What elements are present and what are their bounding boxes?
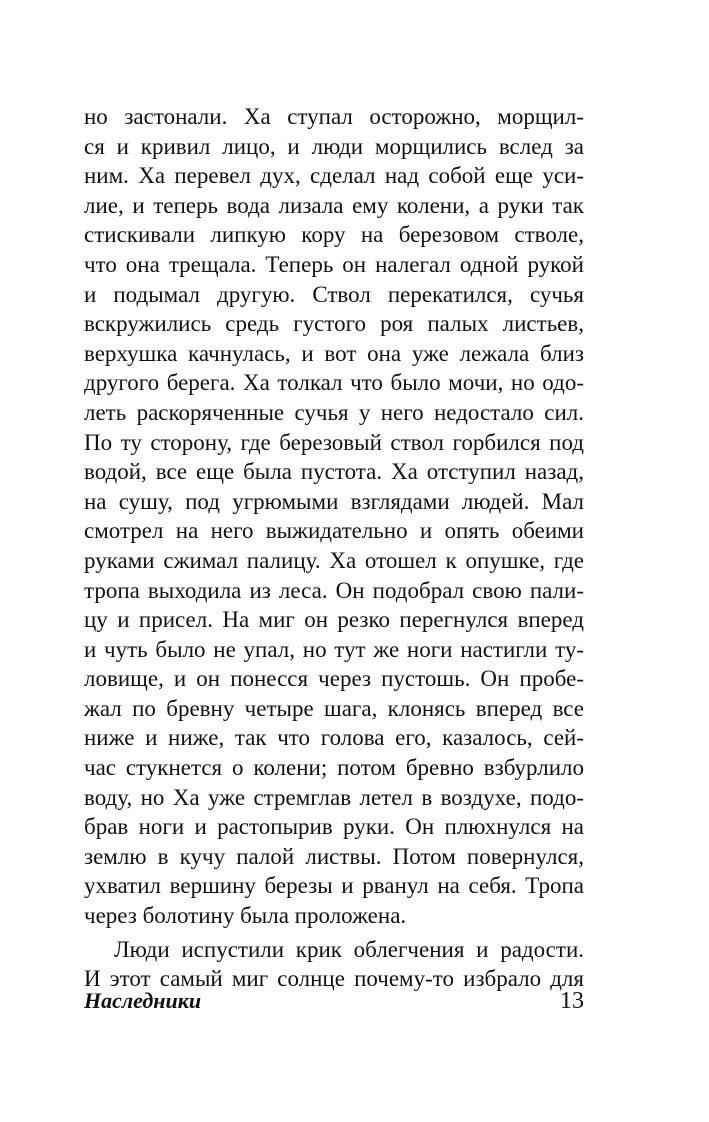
text-line: но застонали. Ха ступал осторожно, морщил- xyxy=(84,104,584,129)
text-line: брав ноги и растопырив руки. Он плюхнулся на xyxy=(84,814,584,840)
text-line: и подымал другую. Ствол перекатился, сучья xyxy=(84,281,584,307)
text-line: час стукнется о колени; потом бревно взбурлило xyxy=(84,755,584,781)
text-line: лие, и теперь вода лизала ему колени, а руки так xyxy=(84,192,584,218)
paragraph-1 xyxy=(84,102,584,931)
text-line: что она трещала. Теперь он налегал одной рукой xyxy=(84,251,584,277)
text-line: землю в кучу палой листвы. Потом повернулся, xyxy=(84,843,584,869)
page-footer xyxy=(84,984,584,1018)
text-line: воду, но Ха уже стремглав летел в воздухе, подо- xyxy=(84,784,584,810)
text-line: стискивали липкую кору на березовом стволе, xyxy=(84,222,584,248)
running-title: Наследники xyxy=(84,988,202,1013)
text-line: через болотину была проложена. xyxy=(84,903,407,929)
text-line: Люди испустили крик облегчения и радости. xyxy=(114,936,584,962)
text-line: верхушка качнулась, и вот она уже лежала близ xyxy=(84,340,584,366)
text-line: водой, все еще была пустота. Ха отступил назад, xyxy=(84,459,584,485)
text-line: И этот самый миг солнце почему-то избрало для xyxy=(84,966,584,992)
text-line: ловище, и он понесся через пустошь. Он пробе- xyxy=(84,666,584,692)
text-line: ся и кривил лицо, и люди морщились вслед за xyxy=(84,133,584,159)
text-line: леть раскоряченные сучья у него недостало сил. xyxy=(84,399,584,425)
text-line: жал по бревну четыре шага, клонясь вперед все xyxy=(84,695,584,721)
text-line: руками сжимал палицу. Ха отошел к опушке, где xyxy=(84,547,584,573)
text-line: на сушу, под угрюмыми взглядами людей. Мал xyxy=(84,488,584,514)
text-line: По ту сторону, где березовый ствол горбился под xyxy=(84,429,584,455)
text-line: ниже и ниже, так что голова его, казалось, сей- xyxy=(84,725,584,751)
text-line: тропа выходила из леса. Он подобрал свою пали- xyxy=(84,577,584,603)
text-line: вскружились средь густого роя палых листьев, xyxy=(84,311,584,337)
body-text xyxy=(84,102,584,994)
page-number: 13 xyxy=(560,988,584,1014)
text-line: и чуть было не упал, но тут же ноги настигли ту- xyxy=(84,636,584,662)
text-line: ухватил вершину березы и рванул на себя. Тропа xyxy=(84,873,584,899)
text-line: ним. Ха перевел дух, сделал над собой еще уси- xyxy=(84,163,584,189)
text-line: другого берега. Ха толкал что было мочи, но одо- xyxy=(84,370,584,396)
text-line: цу и присел. На миг он резко перегнулся вперед xyxy=(84,607,584,633)
text-line: смотрел на него выжидательно и опять обеими xyxy=(84,518,584,544)
